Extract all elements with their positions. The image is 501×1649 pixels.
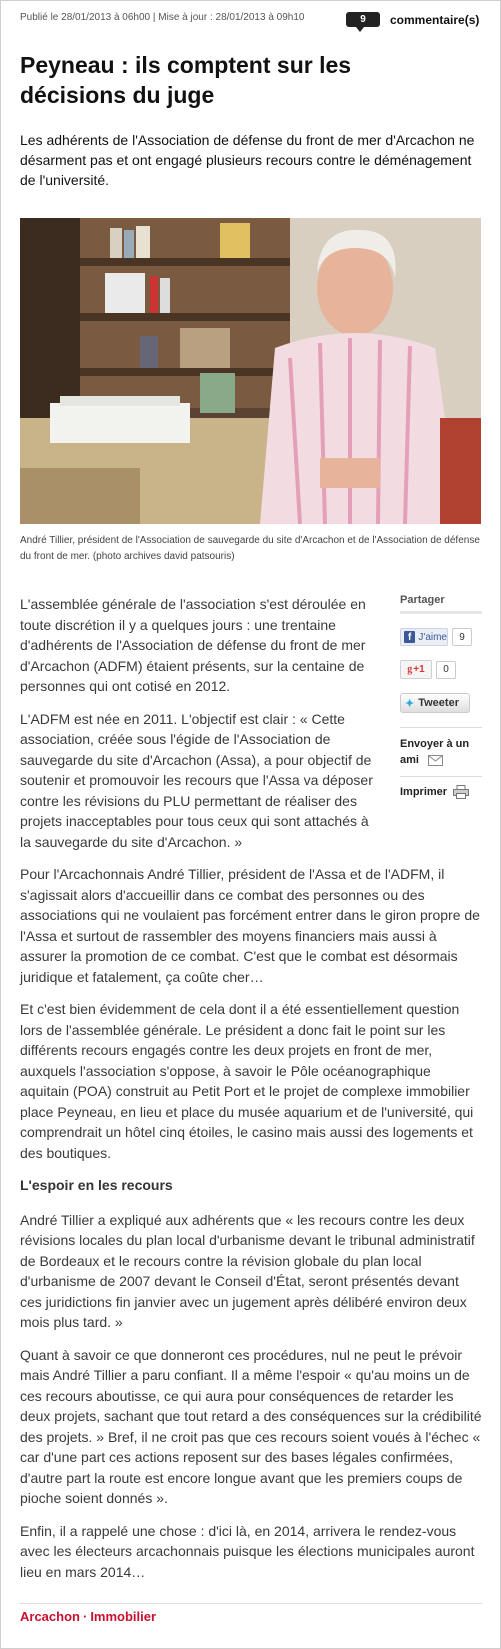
print-label[interactable]: Imprimer <box>400 786 448 798</box>
article-subheading: L'espoir en les recours <box>20 1177 173 1193</box>
google-plus-icon: g <box>407 664 413 675</box>
article-tags <box>20 1609 156 1624</box>
tags-divider <box>20 1603 482 1604</box>
article-paragraph: André Tillier a expliqué aux adhérents que « les recours contre les deux révisions locales du plan local d'urbanisme devant le tribunal administratif de Bordeaux et le recours contre la révision globale du plan local d'urbanisme de 2007 devant le Conseil d'État, seront présentés devant ces juridictions fin janvier avec un jugement après délibéré environ deux mois plus tard. » <box>20 1211 475 1330</box>
comments-label[interactable]: commentaire(s) <box>390 12 480 27</box>
send-to-friend-label[interactable]: Envoyer à un ami <box>400 738 470 766</box>
article-body <box>20 594 482 1594</box>
article-paragraph: L'ADFM est née en 2011. L'objectif est clair : « Cette association, créée sous l'égide de l'Association de sauvegarde du site d'Arcachon (Assa), a pour objectif de soutenir et promouvoir les recours que l'Assa va déposer contre les révisions du PLU permettant de réaliser des projets inacceptables pour tous ceux qui sont attachés à la sauvegarde du site d'Arcachon. » <box>20 710 373 850</box>
comments-link[interactable] <box>346 12 479 27</box>
article-paragraph: Pour l'Arcachonnais André Tillier, président de l'Assa et de l'ADFM, il s'agissait alors d'accueillir dans ce combat des personnes ou des associations qui ne voulaient pas forcément entrer dans le giron propre de l'Assa et surtout de rassembler des moyens financiers mais aussi à assurer la promotion de ce combat. C'est que le combat est désormais juridique et fatalement, ça coûte cher… <box>20 866 480 985</box>
article-paragraph: L'assemblée générale de l'association s'est déroulée en toute discrétion il y a quelques jours : une trentaine d'adhérents de l'Association de défense du front de mer d'Arcachon (ADFM) étaient présents, sur la centaine de personnes qui ont cotisé en 2012. <box>20 596 366 694</box>
share-title: Partager <box>400 594 482 614</box>
article-paragraph: Quant à savoir ce que donneront ces procédures, nul ne peut le prévoir mais André Tillier a paru confiant. Il a même l'espoir « qu'au moins un de ces recours aboutisse, ce qui aura pour conséquences de retarder les deux projets, sachant que tout retard a des conséquences sur la crédibilité des projets. » Bref, il ne croit pas que ces recours soient voués à l'échec « car d'une part ces actions reposent sur des bases légales confirmées, d'autre part la route est encore longue avant que les premiers coups de pioche soient donnés ». <box>20 1346 482 1506</box>
tag-link-arcachon[interactable]: Arcachon <box>20 1609 80 1624</box>
article-headline: Peyneau : ils comptent sur les décisions du juge <box>20 52 352 108</box>
google-plus-label: +1 <box>413 664 425 675</box>
google-plus-count: 0 <box>436 661 456 679</box>
publication-dates: Publié le 28/01/2013 à 06h00 | Mise à jour : 28/01/2013 à 09h10 <box>20 12 305 23</box>
article-photo <box>20 218 481 524</box>
photo-illustration <box>20 218 481 524</box>
article-paragraph: Enfin, il a rappelé une chose : d'ici là, en 2014, arrivera le rendez-vous avec les électeurs arcachonnais puisque les élections municipales auront lieu en mars 2014… <box>20 1522 475 1580</box>
twitter-bird-icon: ✦ <box>405 697 415 710</box>
article-paragraph: Et c'est bien évidemment de cela dont il a été essentiellement question lors de l'assemblée générale. Le président a donc fait le point sur les différents recours engagés contre les deux projets en front de mer, auxquels l'association s'oppose, à savoir le Pôle océanographique aquitain (POA) construit au Petit Port et le projet de complexe immobilier place Peyneau, en lieu et place du musée aquarium et de l'université, qui comprendrait un hôtel cinq étoiles, le casino mais aussi des logements et des boutiques. <box>20 1001 474 1161</box>
tweet-label: Tweeter <box>418 697 459 709</box>
photo-caption: André Tillier, président de l'Association de sauvegarde du site d'Arcachon et de l'Association de défense du front de mer. (photo archives david patsouris) <box>20 535 480 562</box>
facebook-icon: f <box>404 631 415 643</box>
tag-link-immobilier[interactable]: Immobilier <box>90 1609 157 1624</box>
comment-count-badge[interactable]: 9 <box>346 12 380 27</box>
article-lead: Les adhérents de l'Association de défense du front de mer d'Arcachon ne désarment pas et ont engagé plusieurs recours contre le déménagement de l'université. <box>20 132 475 188</box>
facebook-like-count: 9 <box>452 628 472 646</box>
tag-separator: · <box>82 1609 88 1624</box>
facebook-like-label: J'aime <box>418 631 447 643</box>
